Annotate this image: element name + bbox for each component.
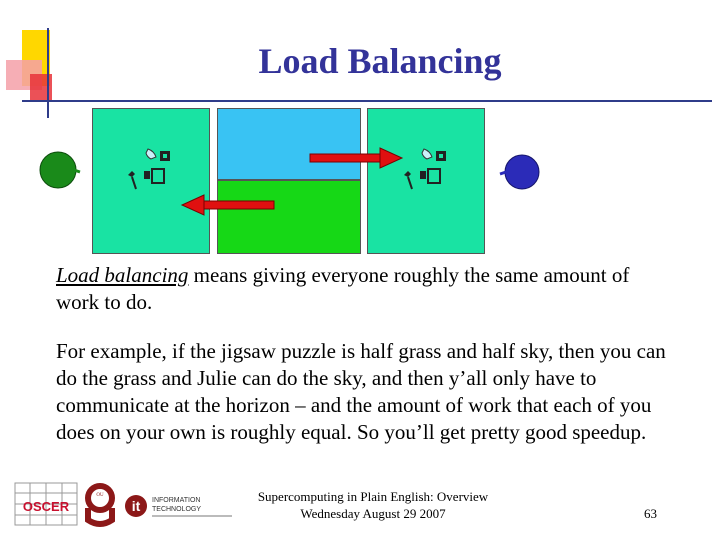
right-person-icon <box>496 152 542 192</box>
svg-text:OSCER: OSCER <box>22 499 70 514</box>
footer-line-2: Wednesday August 29 2007 <box>300 506 446 521</box>
ou-logo-icon <box>82 482 118 528</box>
term-load-balancing: Load balancing <box>56 263 189 287</box>
arrow-grass-to-left <box>180 193 276 217</box>
page-number: 63 <box>644 506 657 521</box>
it-logo-icon <box>122 486 236 526</box>
left-person-icon <box>38 150 84 190</box>
left-puzzle-pieces-icon <box>124 145 174 193</box>
oscer-logo-icon <box>14 482 78 526</box>
definition-text: means giving everyone roughly the same amount of work to do. <box>56 263 630 314</box>
svg-text:it: it <box>131 498 141 514</box>
slide-title: Load Balancing <box>258 41 502 81</box>
paragraph-load-balancing-definition <box>56 262 656 316</box>
decor-blue-hline <box>22 100 712 102</box>
right-puzzle-pieces-icon <box>400 145 450 193</box>
paragraph-example: For example, if the jigsaw puzzle is half grass and half sky, then you can do the grass and Julie can do the sky, and then y’all only have to communicate at the horizon – and the amount of work that each of you does on your own is roughly equal. So you’ll get pretty good speedup. <box>56 339 666 444</box>
footer-caption <box>238 488 508 522</box>
puzzle-grass-half <box>217 180 361 254</box>
arrow-sky-to-right <box>308 146 404 170</box>
svg-text:OU: OU <box>96 493 104 498</box>
svg-text:INFORMATION: INFORMATION <box>152 497 201 504</box>
svg-text:TECHNOLOGY: TECHNOLOGY <box>152 506 202 513</box>
footer-line-1: Supercomputing in Plain English: Overview <box>257 489 489 504</box>
